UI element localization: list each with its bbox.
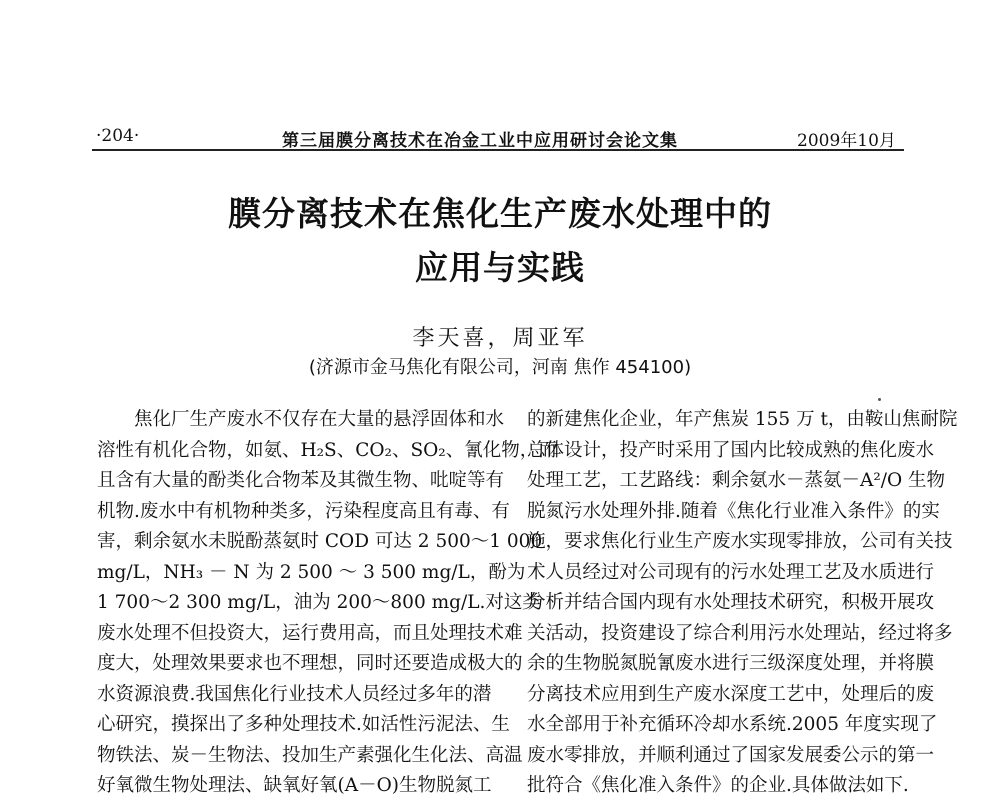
body-line: 1 700～2 300 mg/L，油为 200～800 mg/L.对这类	[97, 592, 541, 613]
affiliation: (济源市金马焦化有限公司，河南 焦作 454100)	[308, 357, 692, 378]
article-title-line-2: 应用与实践	[415, 248, 585, 287]
header-rule	[92, 149, 904, 151]
publication-date: 2009年10月	[797, 131, 896, 151]
body-line: 关活动，投资建设了综合利用污水处理站，经过将多	[527, 622, 953, 644]
body-line: 脱氮污水处理外排.随着《焦化行业准入条件》的实	[527, 500, 940, 522]
body-line: 分离技术应用到生产废水深度工艺中，处理后的废	[527, 683, 935, 705]
body-line: 术人员经过对公司现有的污水处理工艺及水质进行	[527, 561, 935, 583]
body-line: 且含有大量的酚类化合物苯及其微生物、吡啶等有	[97, 470, 505, 491]
body-line: 害，剩余氨水未脱酚蒸氨时 COD 可达 2 500～1 000	[97, 531, 543, 552]
body-line: 的新建焦化企业，年产焦炭 155 万 t，由鞍山焦耐院	[527, 409, 958, 430]
page-number: ·204·	[96, 126, 140, 146]
body-line: 余的生物脱氮脱氰废水进行三级深度处理，并将膜	[527, 653, 935, 674]
body-line: 水全部用于补充循环冷却水系统.2005 年度实现了	[527, 714, 938, 735]
journal-title: 第三届膜分离技术在冶金工业中应用研讨会论文集	[282, 131, 678, 151]
body-line: 分析并结合国内现有水处理技术研究，积极开展攻	[527, 592, 935, 613]
article-title-line-1: 膜分离技术在焦化生产废水处理中的	[228, 194, 772, 233]
body-line: mg/L，NH₃ － N 为 2 500 ～ 3 500 mg/L，酚为	[97, 561, 526, 583]
body-line: 废水零排放，并顺利通过了国家发展委公示的第一	[527, 744, 935, 766]
authors: 李天喜，周亚军	[412, 326, 588, 351]
body-line: 施，要求焦化行业生产废水实现零排放，公司有关技	[527, 531, 953, 552]
body-line: 批符合《焦化准入条件》的企业.具体做法如下.	[527, 775, 909, 796]
body-line: 物铁法、炭－生物法、投加生产素强化生化法、高温	[97, 744, 523, 766]
body-line: 总体设计，投产时采用了国内比较成熟的焦化废水	[527, 439, 935, 461]
body-line: 机物.废水中有机物种类多，污染程度高且有毒、有	[97, 500, 510, 522]
body-left-column	[97, 405, 557, 802]
body-line: 心研究，摸探出了多种处理技术.如活性污泥法、生	[97, 714, 510, 735]
body-line: 焦化厂生产废水不仅存在大量的悬浮固体和水	[97, 409, 505, 430]
speck-mark	[878, 398, 881, 401]
body-line: 处理工艺，工艺路线：剩余氨水－蒸氨－A²/O 生物	[527, 470, 946, 491]
body-right-column	[527, 405, 957, 802]
body-line: 好氧微生物处理法、缺氧好氧(A－O)生物脱氮工	[97, 775, 492, 796]
body-line: 废水处理不但投资大，运行费用高，而且处理技术难	[97, 622, 523, 644]
body-line: 度大，处理效果要求也不理想，同时还要造成极大的	[97, 653, 523, 674]
body-line: 水资源浪费.我国焦化行业技术人员经过多年的潜	[97, 683, 492, 705]
body-line: 溶性有机化合物，如氨、H₂S、CO₂、SO₂、氰化物，而	[97, 439, 557, 461]
